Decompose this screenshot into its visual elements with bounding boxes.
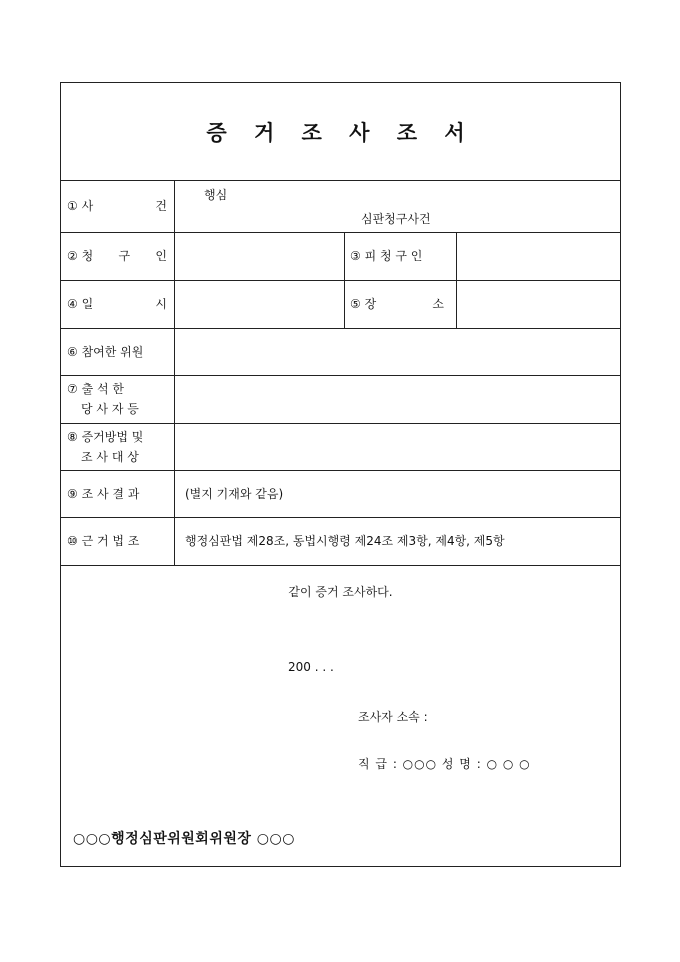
members-field[interactable] bbox=[181, 328, 616, 375]
members-label: ⑥ 참여한 위원 bbox=[67, 344, 144, 359]
investigator-affiliation[interactable]: 조사자 소속 : bbox=[358, 710, 428, 724]
row-divider bbox=[61, 565, 620, 566]
basis-field[interactable]: 행정심판법 제28조, 동법시행령 제24조 제3항, 제4항, 제5항 bbox=[185, 534, 505, 548]
respondent-label: ③ 피 청 구 인 bbox=[350, 249, 423, 263]
method-field[interactable] bbox=[181, 423, 616, 470]
form-title: 증 거 조 사 조 서 bbox=[206, 120, 475, 145]
method-label: ⑧ 증거방법 및 조 사 대 상 bbox=[67, 429, 144, 464]
case-label: ① 사 건 bbox=[67, 199, 167, 213]
datetime-label: ④ 일 시 bbox=[67, 297, 167, 311]
case-number-prefix[interactable]: 행심 bbox=[204, 188, 228, 202]
statement-text: 같이 증거 조사하다. bbox=[288, 585, 393, 599]
result-field[interactable]: (별지 기재와 같음) bbox=[185, 486, 284, 501]
respondent-field[interactable] bbox=[462, 232, 617, 280]
claimant-label: ② 청 구 인 bbox=[67, 249, 167, 263]
committee-chair-signature-line: ○○○행정심판위원회위원장 ○○○ bbox=[73, 831, 295, 847]
attendees-field[interactable] bbox=[181, 375, 616, 423]
basis-label: ⑩ 근 거 법 조 bbox=[67, 534, 140, 548]
investigator-position-name[interactable]: 직 급 : ○○○ 성 명 : ○ ○ ○ bbox=[358, 757, 531, 771]
case-type: 심판청구사건 bbox=[361, 212, 431, 226]
result-label: ⑨ 조 사 결 과 bbox=[67, 486, 140, 501]
datetime-field[interactable] bbox=[181, 280, 339, 328]
column-divider bbox=[456, 232, 457, 328]
attendees-label: ⑦ 출 석 한 당 사 자 등 bbox=[67, 382, 139, 416]
place-label: ⑤ 장 소 bbox=[350, 297, 444, 311]
column-divider bbox=[344, 232, 345, 328]
label-column-divider bbox=[174, 180, 175, 565]
claimant-field[interactable] bbox=[181, 232, 339, 280]
evidence-examination-form bbox=[60, 82, 621, 867]
place-field[interactable] bbox=[462, 280, 617, 328]
date-field[interactable]: 200 . . . bbox=[288, 660, 334, 674]
